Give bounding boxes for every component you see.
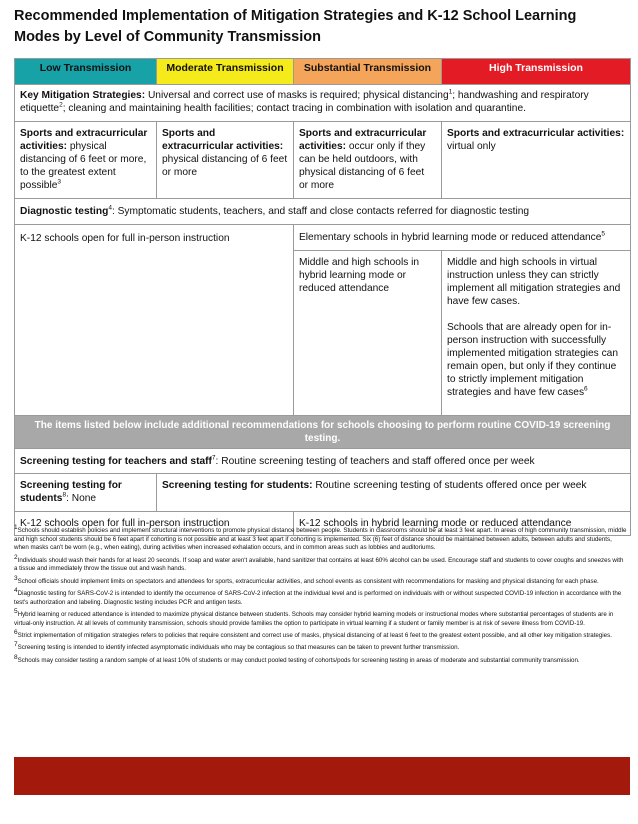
screening-mode-substantial-high-cell: K-12 schools in hybrid learning mode or reduced attendance	[294, 512, 631, 536]
screening-students-low-text: : None	[66, 493, 97, 504]
footnote-5	[14, 607, 628, 628]
recommendations-table	[14, 58, 631, 536]
key-mitigation-label: Key Mitigation Strategies:	[20, 90, 146, 101]
footnote-3	[14, 574, 628, 587]
screening-staff-row	[15, 449, 631, 474]
footnote-text: Hybrid learning or reduced attendance is intended to maximize physical distance between students. Schools may consider hybrid learning models or instructional modes where substantial percentages of students are in virtual-only instruction. At all levels of community transmission, schools should provide families the option to participate in virtual learning if a student or family member is at risk of severe illness from COVID-19.	[14, 610, 614, 627]
footnote-text: Screening testing is intended to identify infected asymptomatic individuals who may be contagious so that measures can be taken to prevent further transmission.	[17, 644, 460, 652]
footnote-number: 4	[14, 586, 18, 594]
footnote-ref-1: 1	[448, 88, 453, 96]
transmission-header-row	[15, 59, 631, 85]
sports-substantial-cell	[294, 122, 442, 199]
screening-banner: The items listed below include additional recommendations for schools choosing to perform routine COVID-19 screening testing.	[15, 416, 631, 449]
footnote-ref-8: 8	[62, 491, 67, 499]
key-mitigation-text-1: Universal and correct use of masks is required; physical distancing	[145, 90, 449, 101]
footnote-text: Strict implementation of mitigation strategies refers to policies that require consistent and correct use of masks, physical distancing of at least 6 feet to the greatest extent possible, and all other key mitigation strategies.	[17, 631, 612, 639]
sports-label: Sports and extracurricular activities:	[447, 128, 625, 139]
diagnostic-row	[15, 199, 631, 225]
footnote-ref-6: 6	[584, 385, 588, 393]
screening-students-row	[15, 474, 631, 512]
sports-label: Sports and extracurricular activities:	[299, 128, 427, 152]
mode-elementary-cell	[294, 225, 631, 251]
footnote-ref-3: 3	[57, 178, 62, 186]
screening-students-low-cell	[15, 474, 157, 512]
mode-row-1	[15, 225, 631, 251]
footnote-text: Schools should establish policies and implement structural interventions to promote physical distance between people. Students in classrooms should be at least 3 feet apart. In areas of high community transmission, middle and high school students should be 6 feet apart if cohorting is not possible and at least 3 feet apart if cohorting is implemented. Six (6) feet of distance should be maintained between adults, between adults and students, when masks can't be worn (e.g., when eating), during activities when increased exhalation occurs, and in common areas such as lobbies and auditoriums.	[14, 527, 627, 552]
screening-staff-text: : Routine screening testing of teachers and staff offered once per week	[215, 455, 535, 467]
key-mitigation-row	[15, 85, 631, 122]
sports-substantial-text: occur only if they can be held outdoors, with physical distancing of 6 feet or more	[299, 141, 426, 191]
mode-middle-high-high-cell: Middle and high schools in virtual instruction unless they can strictly implement all mitigation strategies and have few cases.	[442, 251, 631, 317]
screening-students-other-label: Screening testing for students:	[162, 480, 313, 491]
sports-low-text: physical distancing of 6 feet or more, to the greatest extent possible	[20, 141, 147, 191]
key-mitigation-text-2: ; handwashing and respiratory etiquette	[20, 90, 589, 114]
footnote-8	[14, 653, 628, 666]
footnote-text: School officials should implement limits on spectators and attendees for sports, extracurricular activities, and school events as consistent with recommendations for masking and physical distancing for each phase.	[17, 577, 599, 585]
screening-banner-row	[15, 416, 631, 449]
key-mitigation-cell	[15, 85, 631, 122]
diagnostic-text: : Symptomatic students, teachers, and staff and close contacts referred for diagnostic testing	[111, 206, 530, 217]
footnote-number: 1	[14, 523, 18, 531]
footnote-text: Diagnostic testing for SARS-CoV-2 is intended to identify the occurrence of SARS-CoV-2 infection at the individual level and is performed on individuals with or without suspected COVID-19 infection in accordance with the test's authorization and labeling. Diagnostic testing includes PCR and antigen tests.	[14, 589, 622, 606]
header-high-transmission: High Transmission	[442, 59, 631, 85]
sports-moderate-text: physical distancing of 6 feet or more	[162, 154, 288, 178]
mode-already-open-cell	[442, 317, 631, 416]
header-low-transmission: Low Transmission	[15, 59, 157, 85]
footnote-number: 6	[14, 628, 18, 636]
screening-students-label: Screening testing for students	[20, 480, 122, 504]
screening-students-other-cell	[157, 474, 631, 512]
sports-label: Sports and extracurricular activities:	[20, 128, 148, 152]
footer-bar	[14, 757, 630, 795]
sports-high-text: virtual only	[447, 141, 496, 152]
footnote-number: 3	[14, 574, 18, 582]
footnote-text: Individuals should wash their hands for at least 20 seconds. If soap and water aren't available, hand sanitizer that contains at least 60% alcohol can be used. Encourage staff and students to cover coughs and sneezes with a tissue and immediately throw the tissue out and wash hands.	[14, 556, 624, 573]
footnote-number: 8	[14, 653, 18, 661]
footnote-number: 2	[14, 553, 18, 561]
sports-moderate-cell	[157, 122, 294, 199]
footnote-ref-4: 4	[108, 204, 112, 212]
header-substantial-transmission: Substantial Transmission	[294, 59, 442, 85]
footnote-number: 5	[14, 607, 18, 615]
footnote-7	[14, 641, 628, 653]
screening-students-other-text: Routine screening testing of students offered once per week	[312, 480, 587, 491]
footnote-ref-5: 5	[601, 230, 606, 238]
screening-staff-label: Screening testing for teachers and staff	[20, 455, 212, 467]
mode-already-open-text: Schools that are already open for in-person instruction with successfully implemented mitigation strategies can remain open, but only if they continue to strictly implement mitigation strategies and have few cases	[447, 321, 619, 398]
page-title: Recommended Implementation of Mitigation Strategies and K-12 School Learning Modes by Level of Community Transmission	[14, 8, 577, 45]
footnote-2	[14, 553, 628, 574]
sports-low-cell	[15, 122, 157, 199]
footnote-6	[14, 628, 628, 641]
footnote-number: 7	[14, 641, 18, 649]
sports-high-cell	[442, 122, 631, 199]
sports-row	[15, 122, 631, 199]
footnote-4	[14, 586, 628, 607]
footnote-ref-2: 2	[59, 101, 63, 109]
mode-low-moderate-cell: K-12 schools open for full in-person instruction	[15, 225, 294, 416]
footnote-text: Schools may consider testing a random sample of at least 10% of students or may conduct pooled testing of cohorts/pods for screening testing in areas of moderate and substantial community transmission.	[17, 656, 580, 664]
sports-label: Sports and extracurricular activities:	[162, 128, 284, 152]
key-mitigation-text-3: ; cleaning and maintaining health facilities; contact tracing in combination with isolation and quarantine.	[62, 103, 526, 114]
footnote-ref-7: 7	[211, 454, 216, 462]
screening-staff-cell	[15, 449, 631, 474]
header-moderate-transmission: Moderate Transmission	[157, 59, 294, 85]
screening-mode-low-moderate-cell: K-12 schools open for full in-person instruction	[15, 512, 294, 536]
mode-middle-high-substantial-cell: Middle and high schools in hybrid learning mode or reduced attendance	[294, 251, 442, 416]
diagnostic-label: Diagnostic testing	[20, 206, 109, 217]
mode-elementary-text: Elementary schools in hybrid learning mode or reduced attendance	[299, 232, 602, 243]
diagnostic-cell	[15, 199, 631, 225]
